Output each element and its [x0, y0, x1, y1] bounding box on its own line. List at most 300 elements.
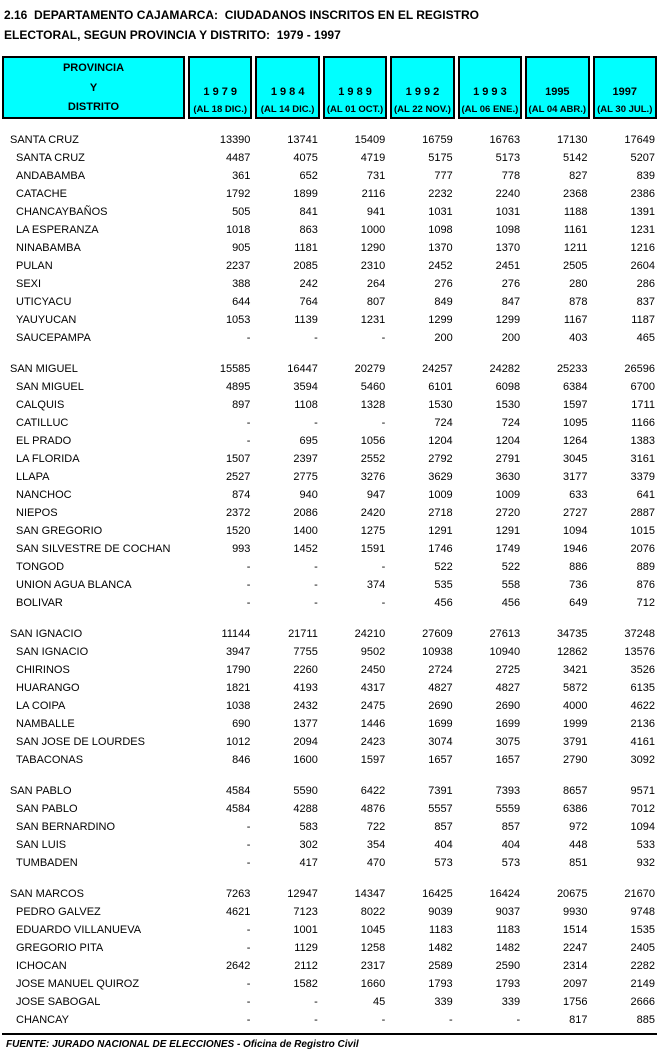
cell-value: 583 [299, 821, 318, 833]
cell-value: 37248 [624, 628, 655, 640]
cell-value: 1749 [495, 543, 521, 555]
cell-value: 16424 [489, 888, 521, 900]
cell-value: 2887 [630, 507, 655, 519]
cell-value: - [381, 561, 386, 573]
cell-value: 470 [366, 857, 386, 869]
cell-value: 2237 [225, 260, 251, 272]
cell-value: 2475 [360, 700, 386, 712]
cell-value: 1699 [428, 718, 453, 730]
row-label: SAN GREGORIO [16, 525, 103, 537]
cell-value: 1183 [496, 924, 521, 936]
cell-value: 2792 [428, 453, 453, 465]
cell-value: - [246, 332, 251, 344]
cell-value: 6422 [360, 785, 386, 797]
row-label: NIEPOS [16, 507, 58, 519]
cell-value: 2727 [563, 507, 588, 519]
cell-value: 2282 [630, 960, 655, 972]
row-label: TUMBADEN [16, 857, 78, 869]
cell-value: 522 [501, 561, 521, 573]
cell-value: 417 [299, 857, 318, 869]
row-label: JOSE MANUEL QUIROZ [16, 978, 140, 990]
cell-value: 12947 [287, 888, 318, 900]
cell-value: 5142 [563, 152, 588, 164]
year-label: 1 9 7 9 [203, 86, 238, 98]
cell-value: 817 [569, 1014, 588, 1026]
cell-value: 465 [636, 332, 655, 344]
year-cutoff-date: (AL 01 OCT.) [326, 104, 384, 115]
cell-value: 2775 [293, 471, 318, 483]
row-label: JOSE SABOGAL [16, 996, 101, 1008]
row-label: SAN SILVESTRE DE COCHAN [16, 543, 171, 555]
cell-value: 404 [434, 839, 453, 851]
cell-value: 2149 [630, 978, 655, 990]
cell-value: 722 [366, 821, 386, 833]
cell-value: 724 [434, 417, 453, 429]
cell-value: 276 [501, 278, 521, 290]
cell-value: 2116 [361, 188, 386, 200]
cell-value: 6101 [428, 381, 453, 393]
cell-value: 200 [501, 332, 521, 344]
cell-value: 4584 [225, 803, 251, 815]
cell-value: 2260 [293, 664, 318, 676]
district-row [2, 378, 657, 396]
cell-value: 1012 [225, 736, 251, 748]
cell-value: 2097 [563, 978, 588, 990]
cell-value: 644 [232, 296, 251, 308]
cell-value: 24257 [422, 363, 453, 375]
row-label: UNION AGUA BLANCA [16, 579, 132, 591]
cell-value: 1530 [495, 399, 521, 411]
cell-value: 857 [501, 821, 521, 833]
district-row [2, 733, 657, 751]
cell-value: 1015 [630, 525, 655, 537]
cell-value: 3791 [563, 736, 588, 748]
cell-value: 558 [501, 579, 521, 591]
cell-value: 27609 [422, 628, 453, 640]
year-label: 1 9 8 4 [270, 86, 305, 98]
district-row [2, 167, 657, 185]
cell-value: 2317 [360, 960, 386, 972]
cell-value: 1161 [563, 224, 588, 236]
cell-value: 5207 [630, 152, 655, 164]
cell-value: 897 [232, 399, 251, 411]
cell-value: 13741 [287, 134, 318, 146]
cell-value: 2590 [495, 960, 521, 972]
cell-value: 3421 [563, 664, 588, 676]
row-label: TABACONAS [16, 754, 84, 766]
cell-value: 2076 [630, 543, 655, 555]
cell-value: 857 [434, 821, 453, 833]
cell-value: 17130 [556, 134, 588, 146]
cell-value: 388 [232, 278, 251, 290]
cell-value: 1000 [360, 224, 386, 236]
cell-value: 3630 [495, 471, 521, 483]
cell-value: 2094 [293, 736, 318, 748]
cell-value: 764 [299, 296, 318, 308]
cell-value: 25233 [556, 363, 588, 375]
cell-value: 2085 [293, 260, 318, 272]
year-label: 1 9 9 3 [473, 86, 507, 98]
cell-value: 1216 [630, 242, 655, 254]
cell-value: - [246, 417, 251, 429]
cell-value: - [314, 597, 318, 609]
cell-value: 847 [501, 296, 521, 308]
row-label: SAN MARCOS [10, 888, 84, 900]
district-row [2, 818, 657, 836]
province-row [2, 360, 657, 378]
row-label: SAN PABLO [16, 803, 78, 815]
cell-value: 1139 [294, 314, 318, 326]
district-row [2, 432, 657, 450]
cell-value: 2604 [630, 260, 655, 272]
cell-value: 4000 [563, 700, 588, 712]
cell-value: - [246, 435, 251, 447]
district-row [2, 715, 657, 733]
cell-value: 1328 [360, 399, 386, 411]
cell-value: 1535 [630, 924, 655, 936]
cell-value: 724 [501, 417, 521, 429]
cell-value: 20675 [556, 888, 588, 900]
cell-value: 2690 [495, 700, 521, 712]
row-label: GREGORIO PITA [16, 942, 104, 954]
district-row [2, 486, 657, 504]
cell-value: 1699 [495, 718, 521, 730]
cell-value: 2405 [630, 942, 655, 954]
cell-value: 1009 [495, 489, 521, 501]
header-year-1997 [593, 56, 657, 119]
cell-value: 1204 [428, 435, 453, 447]
cell-value: 851 [569, 857, 588, 869]
cell-value: 2451 [495, 260, 521, 272]
cell-value: 17649 [624, 134, 655, 146]
year-label: 1 9 8 9 [338, 86, 372, 98]
cell-value: 573 [501, 857, 521, 869]
cell-value: 6384 [563, 381, 588, 393]
cell-value: 16759 [422, 134, 453, 146]
cell-value: 1018 [225, 224, 251, 236]
district-row [2, 203, 657, 221]
province-row [2, 131, 657, 149]
cell-value: - [246, 924, 251, 936]
cell-value: 1098 [495, 224, 521, 236]
province-row [2, 782, 657, 800]
footer-divider [2, 1033, 657, 1035]
cell-value: - [246, 579, 251, 591]
cell-value: 573 [434, 857, 453, 869]
cell-value: 4075 [293, 152, 318, 164]
district-row [2, 576, 657, 594]
cell-value: 878 [569, 296, 588, 308]
cell-value: 839 [636, 170, 655, 182]
cell-value: 1056 [360, 435, 386, 447]
cell-value: 3594 [293, 381, 318, 393]
cell-value: 1204 [495, 435, 521, 447]
cell-value: 45 [373, 996, 386, 1008]
cell-value: 4827 [428, 682, 453, 694]
cell-value: 1211 [563, 242, 588, 254]
cell-value: 7263 [225, 888, 251, 900]
cell-value: 533 [636, 839, 655, 851]
cell-value: 846 [232, 754, 251, 766]
cell-value: 1188 [563, 206, 588, 218]
cell-value: 641 [636, 489, 655, 501]
cell-value: 3074 [428, 736, 453, 748]
cell-value: 941 [366, 206, 386, 218]
cell-value: 2368 [563, 188, 588, 200]
cell-value: 2690 [428, 700, 453, 712]
province-section [2, 360, 657, 612]
cell-value: - [516, 1014, 521, 1026]
cell-value: 15585 [219, 363, 251, 375]
cell-value: 276 [434, 278, 453, 290]
cell-value: 8657 [563, 785, 588, 797]
row-label: SANTA CRUZ [10, 134, 79, 146]
district-row [2, 903, 657, 921]
cell-value: 1291 [495, 525, 521, 537]
district-row [2, 594, 657, 612]
cell-value: - [314, 417, 318, 429]
cell-value: 2527 [225, 471, 251, 483]
cell-value: 1187 [631, 314, 655, 326]
cell-value: 1899 [293, 188, 318, 200]
cell-value: 807 [366, 296, 386, 308]
district-row [2, 311, 657, 329]
cell-value: 7755 [293, 646, 318, 658]
district-row [2, 149, 657, 167]
cell-value: 1946 [563, 543, 588, 555]
row-label: LA FLORIDA [16, 453, 80, 465]
cell-value: 777 [434, 170, 453, 182]
cell-value: 3075 [495, 736, 521, 748]
header-provincia-line2: Y [89, 81, 98, 94]
cell-value: 27613 [489, 628, 521, 640]
cell-value: 1657 [428, 754, 453, 766]
cell-value: 2247 [563, 942, 588, 954]
district-row [2, 1011, 657, 1029]
row-label: CHANCAY [16, 1014, 69, 1026]
row-label: SAN LUIS [16, 839, 67, 851]
row-label: LA ESPERANZA [16, 224, 99, 236]
cell-value: 1258 [360, 942, 386, 954]
header-year-1979 [188, 56, 252, 119]
cell-value: 1108 [294, 399, 318, 411]
cell-value: 339 [434, 996, 453, 1008]
cell-value: - [381, 332, 386, 344]
cell-value: 2397 [293, 453, 318, 465]
row-label: SANTA CRUZ [16, 152, 85, 164]
cell-value: 837 [636, 296, 655, 308]
cell-value: 26596 [624, 363, 655, 375]
cell-value: 4876 [360, 803, 386, 815]
cell-value: 13390 [219, 134, 251, 146]
cell-value: 1167 [563, 314, 588, 326]
cell-value: 2642 [225, 960, 251, 972]
cell-value: 6386 [563, 803, 588, 815]
cell-value: 1370 [495, 242, 521, 254]
cell-value: 1790 [225, 664, 251, 676]
cell-value: 361 [232, 170, 251, 182]
cell-value: 7012 [630, 803, 655, 815]
cell-value: 2552 [360, 453, 386, 465]
cell-value: 4193 [293, 682, 318, 694]
year-label: 1 9 9 2 [405, 86, 440, 98]
cell-value: 3526 [630, 664, 655, 676]
district-row [2, 993, 657, 1011]
cell-value: 1746 [428, 543, 453, 555]
district-row [2, 522, 657, 540]
cell-value: 1094 [630, 821, 655, 833]
row-label: TONGOD [16, 561, 65, 573]
cell-value: 2725 [495, 664, 521, 676]
cell-value: 3947 [225, 646, 251, 658]
cell-value: 2432 [293, 700, 318, 712]
cell-value: 10938 [422, 646, 453, 658]
cell-value: 24210 [354, 628, 386, 640]
cell-value: 1446 [360, 718, 386, 730]
row-label: NANCHOC [16, 489, 72, 501]
cell-value: 1793 [495, 978, 521, 990]
cell-value: 456 [434, 597, 453, 609]
row-label: SAN MIGUEL [10, 363, 78, 375]
row-label: EDUARDO VILLANUEVA [16, 924, 142, 936]
cell-value: - [381, 1014, 386, 1026]
row-label: SAN JOSE DE LOURDES [16, 736, 145, 748]
cell-value: 9039 [428, 906, 453, 918]
cell-value: 940 [299, 489, 318, 501]
row-label: LLAPA [16, 471, 50, 483]
district-row [2, 558, 657, 576]
row-label: YAUYUCAN [16, 314, 77, 326]
cell-value: - [246, 942, 251, 954]
cell-value: 1231 [360, 314, 386, 326]
cell-value: 9571 [630, 785, 655, 797]
cell-value: 24282 [489, 363, 521, 375]
cell-value: 535 [434, 579, 453, 591]
cell-value: 1031 [495, 206, 521, 218]
cell-value: 1231 [630, 224, 655, 236]
district-row [2, 836, 657, 854]
cell-value: 1600 [293, 754, 318, 766]
cell-value: 2452 [428, 260, 453, 272]
cell-value: 2136 [630, 718, 655, 730]
cell-value: 841 [299, 206, 318, 218]
header-year-1989 [323, 56, 387, 119]
district-row [2, 697, 657, 715]
cell-value: 1098 [428, 224, 453, 236]
cell-value: 1299 [495, 314, 521, 326]
row-label: SAN IGNACIO [16, 646, 89, 658]
cell-value: 2718 [428, 507, 453, 519]
cell-value: - [246, 978, 251, 990]
row-label: NAMBALLE [16, 718, 75, 730]
cell-value: 2086 [293, 507, 318, 519]
cell-value: 1482 [495, 942, 521, 954]
cell-value: 4317 [360, 682, 386, 694]
cell-value: 2386 [630, 188, 655, 200]
row-label: SAN BERNARDINO [16, 821, 116, 833]
cell-value: 4288 [293, 803, 318, 815]
row-label: UTICYACU [16, 296, 72, 308]
cell-value: - [246, 821, 251, 833]
header-year-1992 [390, 56, 454, 119]
cell-value: 1290 [360, 242, 386, 254]
district-row [2, 275, 657, 293]
cell-value: 1507 [225, 453, 251, 465]
cell-value: 1291 [428, 525, 453, 537]
header-provincia-distrito [2, 56, 185, 119]
cell-value: 1166 [631, 417, 655, 429]
cell-value: 3045 [563, 453, 588, 465]
year-cutoff-date: (AL 22 NOV.) [393, 104, 451, 115]
row-label: ANDABAMBA [16, 170, 86, 182]
cell-value: 1009 [428, 489, 453, 501]
cell-value: 2420 [360, 507, 386, 519]
cell-value: 905 [232, 242, 251, 254]
row-label: SEXI [16, 278, 42, 290]
cell-value: 2589 [428, 960, 453, 972]
cell-value: 200 [434, 332, 453, 344]
row-label: PEDRO GALVEZ [16, 906, 101, 918]
cell-value: 5872 [563, 682, 588, 694]
cell-value: - [314, 579, 318, 591]
cell-value: 242 [299, 278, 318, 290]
cell-value: 972 [569, 821, 588, 833]
district-row [2, 751, 657, 769]
cell-value: 5175 [428, 152, 453, 164]
cell-value: 21670 [624, 888, 655, 900]
province-section [2, 885, 657, 1029]
cell-value: 1591 [360, 543, 386, 555]
table-header [2, 56, 657, 119]
cell-value: - [246, 597, 251, 609]
district-row [2, 957, 657, 975]
year-cutoff-date: (AL 06 ENE.) [461, 104, 519, 115]
province-row [2, 885, 657, 903]
cell-value: 354 [366, 839, 386, 851]
cell-value: 1031 [428, 206, 453, 218]
row-label: SAN PABLO [10, 785, 72, 797]
cell-value: 16447 [287, 363, 318, 375]
cell-value: 874 [232, 489, 251, 501]
cell-value: 286 [636, 278, 655, 290]
cell-value: 9930 [563, 906, 588, 918]
district-row [2, 414, 657, 432]
cell-value: 2314 [563, 960, 588, 972]
cell-value: 1660 [360, 978, 386, 990]
district-row [2, 854, 657, 872]
cell-value: 1999 [563, 718, 588, 730]
row-label: LA COIPA [16, 700, 66, 712]
cell-value: 3177 [563, 471, 588, 483]
header-provincia-line3: DISTRITO [67, 101, 120, 113]
title-line-1: 2.16 DEPARTAMENTO CAJAMARCA: CIUDADANOS INSCRITOS EN EL REGISTRO [4, 8, 479, 22]
cell-value: 3276 [360, 471, 386, 483]
row-label: SAUCEPAMPA [16, 332, 91, 344]
cell-value: 9748 [630, 906, 655, 918]
cell-value: 2791 [495, 453, 521, 465]
cell-value: - [449, 1014, 453, 1026]
cell-value: 885 [636, 1014, 655, 1026]
district-row [2, 540, 657, 558]
district-row [2, 643, 657, 661]
cell-value: 16425 [422, 888, 453, 900]
cell-value: - [314, 996, 318, 1008]
cell-value: 2372 [225, 507, 251, 519]
cell-value: 1264 [563, 435, 588, 447]
header-year-1993 [458, 56, 522, 119]
cell-value: 947 [366, 489, 386, 501]
cell-value: 1793 [428, 978, 453, 990]
